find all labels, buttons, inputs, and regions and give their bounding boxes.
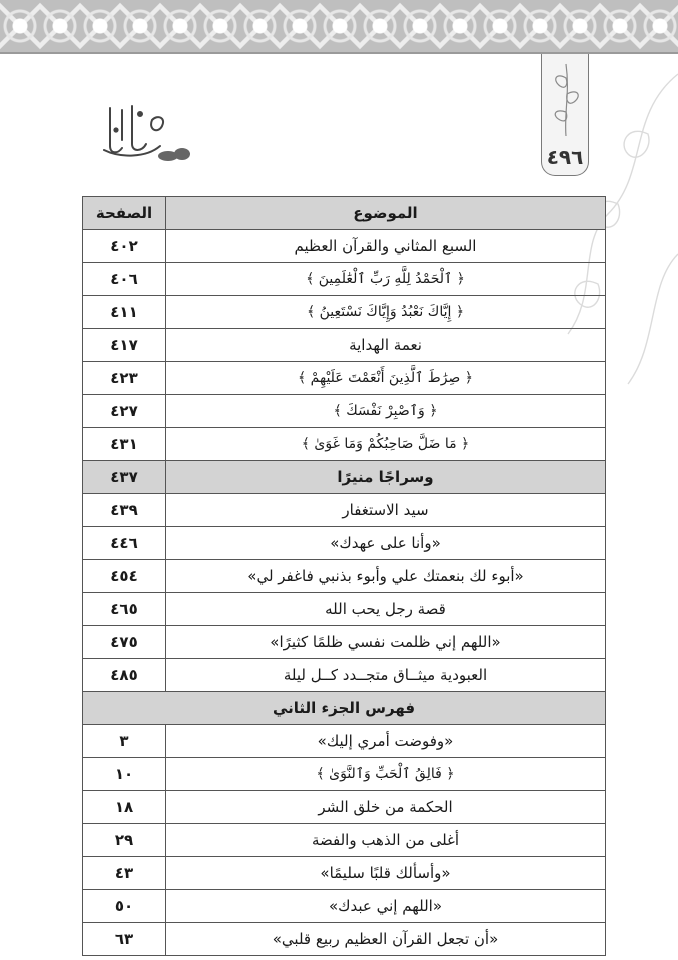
page-number: ٤٩٦: [546, 145, 584, 169]
topic-cell: «وأنا على عهدك»: [166, 527, 606, 560]
table-row: [83, 593, 606, 626]
topic-cell: «وفوضت أمري إليك»: [166, 725, 606, 758]
page-cell: ٤٨٥: [83, 659, 166, 692]
topic-cell: ﴿ فَالِقُ ٱلْحَبِّ وَٱلنَّوَىٰ ﴾: [166, 758, 606, 791]
page-number-tab: [541, 54, 589, 176]
topic-cell: «اللهم إني ظلمت نفسي ظلمًا كثيرًا»: [166, 626, 606, 659]
table-row: [83, 263, 606, 296]
topic-cell: الحكمة من خلق الشر: [166, 791, 606, 824]
page-column-header: الصفحة: [83, 197, 166, 230]
page-cell: ٤٣١: [83, 428, 166, 461]
topic-cell: «وأسألك قلبًا سليمًا»: [166, 857, 606, 890]
decorative-top-band: [0, 0, 678, 54]
table-row: [83, 659, 606, 692]
page-cell: ٤١٧: [83, 329, 166, 362]
page-cell: ٤٤٦: [83, 527, 166, 560]
table-row: [83, 362, 606, 395]
topic-cell: أغلى من الذهب والفضة: [166, 824, 606, 857]
table-row: [83, 428, 606, 461]
page-cell: ٤٣٩: [83, 494, 166, 527]
page-cell: ٣: [83, 725, 166, 758]
leaf-ornament-icon: [546, 58, 586, 138]
table-row: [83, 296, 606, 329]
page-cell: ٥٠: [83, 890, 166, 923]
topic-cell: قصة رجل يحب الله: [166, 593, 606, 626]
topic-cell: ﴿ وَٱصْبِرْ نَفْسَكَ ﴾: [166, 395, 606, 428]
table-row: [83, 725, 606, 758]
page-cell: ٤٣: [83, 857, 166, 890]
table-row: [83, 230, 606, 263]
page-cell: ١٠: [83, 758, 166, 791]
topic-cell: «أن تجعل القرآن العظيم ربيع قلبي»: [166, 923, 606, 956]
topic-cell: ﴿ ٱلْحَمْدُ لِلَّهِ رَبِّ ٱلْعَٰلَمِينَ ﴾: [166, 263, 606, 296]
section-title: وسراجًا منيرًا: [166, 461, 606, 494]
calligraphy-logo-icon: [96, 100, 192, 168]
table-row: [83, 494, 606, 527]
page-cell: ٤٢٧: [83, 395, 166, 428]
table-row: [83, 857, 606, 890]
table-row: [83, 395, 606, 428]
section-row: [83, 461, 606, 494]
page-cell: ٤١١: [83, 296, 166, 329]
page-cell: ٤٣٧: [83, 461, 166, 494]
topic-cell: ﴿ مَا ضَلَّ صَاحِبُكُمْ وَمَا غَوَىٰ ﴾: [166, 428, 606, 461]
topic-cell: ﴿ إِيَّاكَ نَعْبُدُ وَإِيَّاكَ نَسْتَعِينُ ﴾: [166, 296, 606, 329]
table-row: [83, 626, 606, 659]
page-cell: ٤٠٢: [83, 230, 166, 263]
page-cell: ٤٠٦: [83, 263, 166, 296]
page-cell: ٦٣: [83, 923, 166, 956]
page-cell: ٤٢٣: [83, 362, 166, 395]
section-title: فهرس الجزء الثاني: [83, 692, 606, 725]
table-row: [83, 824, 606, 857]
table-row: [83, 758, 606, 791]
page-cell: ١٨: [83, 791, 166, 824]
page-cell: ٤٧٥: [83, 626, 166, 659]
table-header-row: [83, 197, 606, 230]
topic-cell: «أبوء لك بنعمتك علي وأبوء بذنبي فاغفر لي»: [166, 560, 606, 593]
topic-cell: السبع المثاني والقرآن العظيم: [166, 230, 606, 263]
topic-cell: سيد الاستغفار: [166, 494, 606, 527]
section-row: [83, 692, 606, 725]
index-table: [82, 196, 606, 956]
table-row: [83, 527, 606, 560]
table-row: [83, 791, 606, 824]
topic-cell: نعمة الهداية: [166, 329, 606, 362]
page-cell: ٤٦٥: [83, 593, 166, 626]
page-cell: ٤٥٤: [83, 560, 166, 593]
index-body: [83, 230, 606, 956]
page-cell: ٢٩: [83, 824, 166, 857]
topic-cell: العبودية ميثــاق متجــدد كــل ليلة: [166, 659, 606, 692]
table-row: [83, 890, 606, 923]
table-row: [83, 329, 606, 362]
topic-column-header: الموضوع: [166, 197, 606, 230]
table-row: [83, 560, 606, 593]
topic-cell: ﴿ صِرَٰطَ ٱلَّذِينَ أَنْعَمْتَ عَلَيْهِمْ ﴾: [166, 362, 606, 395]
table-row: [83, 923, 606, 956]
topic-cell: «اللهم إني عبدك»: [166, 890, 606, 923]
